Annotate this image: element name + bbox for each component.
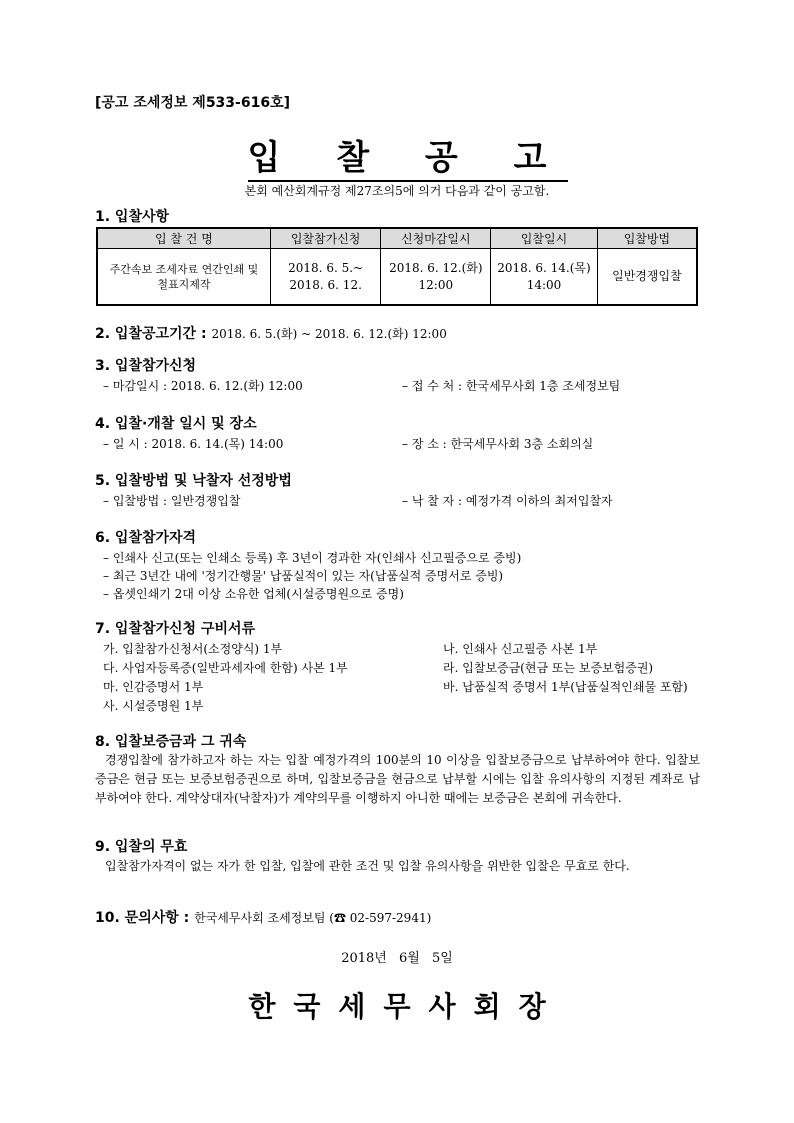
cell-deadline-line2: 12:00 <box>418 277 454 292</box>
section-5-right: – 낙 찰 자 : 예정가격 이하의 최저입찰자 <box>402 494 613 508</box>
section-8-text: 경쟁입찰에 참가하고자 하는 자는 입찰 예정가격의 100분의 10 이상을 입찰보증금으로 납부하여야 한다. 입찰보증금은 현금 또는 보증보험증권으로 하며, 입찰보증금을 현금으로 납부할 시에는 입찰 유의사항의 지정된 계좌로 납부하여야 한다. 계약상대자(낙찰자)가 계약의무를 이행하지 아니한 때에는 보증금은 본회에 귀속한다. <box>95 753 700 805</box>
section-1-heading: 1. 입찰사항 <box>95 209 170 225</box>
list-item: 나. 인쇄사 신고필증 사본 1부 <box>443 642 598 656</box>
cell-deadline <box>381 249 491 306</box>
list-item: 가. 입찰참가신청서(소정양식) 1부 <box>103 642 283 656</box>
notice-title-text: 입 찰 공 고 <box>248 138 569 182</box>
cell-apply-line1: 2018. 6. 5.~ <box>288 260 364 275</box>
section-4-right: – 장 소 : 한국세무사회 3층 소회의실 <box>402 437 594 451</box>
section-5-heading: 5. 입찰방법 및 낙찰자 선정방법 <box>95 473 292 489</box>
intro-text: 본회 예산회계규정 제27조의5에 의거 다음과 같이 공고함. <box>244 184 550 198</box>
header-method: 입찰방법 <box>597 228 697 249</box>
section-7-heading: 7. 입찰참가신청 구비서류 <box>95 621 256 637</box>
list-item: 마. 인감증명서 1부 <box>103 680 204 694</box>
list-item: 바. 납품실적 증명서 1부(납품실적인쇄물 포함) <box>443 680 688 694</box>
header-deadline: 신청마감일시 <box>381 228 491 249</box>
header-item-name: 입 찰 건 명 <box>97 228 270 249</box>
cell-bid-date-line1: 2018. 6. 14.(목) <box>497 260 591 275</box>
cell-apply-line2: 2018. 6. 12. <box>289 277 362 292</box>
cell-bid-date <box>491 249 598 306</box>
section-3-left: – 마감일시 : 2018. 6. 12.(화) 12:00 <box>103 379 303 393</box>
section-10-heading: 10. 문의사항 : <box>95 910 190 926</box>
section-3-right: – 접 수 처 : 한국세무사회 1층 조세정보팀 <box>402 379 621 393</box>
cell-apply <box>270 249 381 306</box>
list-item: – 옵셋인쇄기 2대 이상 소유한 업체(시설증명원으로 증명) <box>103 587 404 601</box>
cell-item-name-line1: 주간속보 조세자료 연간인쇄 및 <box>109 262 259 276</box>
section-9-heading: 9. 입찰의 무효 <box>95 839 188 855</box>
cell-bid-date-line2: 14:00 <box>526 277 562 292</box>
cell-item-name-line2: 철표지제작 <box>157 277 211 291</box>
list-item: 사. 시설증명원 1부 <box>103 699 204 713</box>
cell-method: 일반경쟁입찰 <box>597 249 697 306</box>
table-row <box>97 249 697 306</box>
section-6-heading: 6. 입찰참가자격 <box>95 530 197 546</box>
list-item: 다. 사업자등록증(일반과세자에 한함) 사본 1부 <box>103 661 348 675</box>
document-number: [공고 조세정보 제533-616호] <box>95 95 290 111</box>
announcement-date: 2018년 6월 5일 <box>341 951 453 966</box>
section-4-heading: 4. 입찰·개찰 일시 및 장소 <box>95 416 257 432</box>
bid-table <box>96 227 698 306</box>
section-2-text: 2018. 6. 5.(화) ~ 2018. 6. 12.(화) 12:00 <box>211 327 447 341</box>
header-apply: 입찰참가신청 <box>270 228 381 249</box>
list-item: 라. 입찰보증금(현금 또는 보증보험증권) <box>443 661 654 675</box>
list-item: – 최근 3년간 내에 '정기간행물' 납품실적이 있는 자(납품실적 증명서로 증빙) <box>103 569 504 583</box>
section-8-heading: 8. 입찰보증금과 그 귀속 <box>95 734 247 750</box>
bid-table-header-row <box>97 228 697 249</box>
header-bid-date: 입찰일시 <box>491 228 598 249</box>
section-2-heading: 2. 입찰공고기간 : <box>95 326 207 342</box>
issuer-name: 한국세무사회장 <box>248 990 564 1023</box>
section-5-left: – 입찰방법 : 일반경쟁입찰 <box>103 494 241 508</box>
section-2 <box>95 323 447 343</box>
cell-item-name <box>97 249 270 306</box>
section-3-heading: 3. 입찰참가신청 <box>95 358 197 374</box>
list-item: – 인쇄사 신고(또는 인쇄소 등록) 후 3년이 경과한 자(인쇄사 신고필증으로 증빙) <box>103 551 522 565</box>
section-4-left: – 일 시 : 2018. 6. 14.(목) 14:00 <box>103 437 284 451</box>
cell-deadline-line1: 2018. 6. 12.(화) <box>389 260 483 275</box>
section-10 <box>95 907 431 927</box>
section-10-text: 한국세무사회 조세정보팀 (☎ 02-597-2941) <box>194 911 432 925</box>
section-9-text: 입찰참가자격이 없는 자가 한 입찰, 입찰에 관한 조건 및 입찰 유의사항을 위반한 입찰은 무효로 한다. <box>105 859 630 873</box>
notice-title <box>0 130 794 179</box>
